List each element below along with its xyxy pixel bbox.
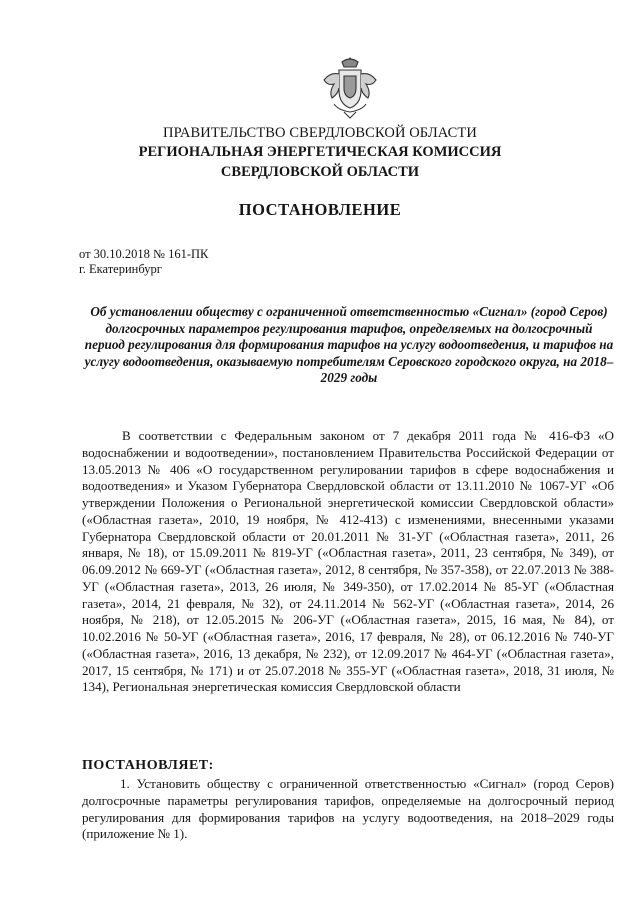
document-city: г. Екатеринбург xyxy=(79,262,162,276)
coat-of-arms-icon xyxy=(318,52,382,122)
government-name: ПРАВИТЕЛЬСТВО СВЕРДЛОВСКОЙ ОБЛАСТИ xyxy=(163,125,477,141)
document-date-number: от 30.10.2018 № 161-ПК xyxy=(79,247,209,261)
preamble-paragraph: В соответствии с Федеральным законом от 7 декабря 2011 года № 416-ФЗ «О водоснабжении и водоотведении», постановлением Правительства Российской Федерации от 13.05.2013 № 406 «О государственном регулировании тарифов в сфере водоснабжения и водоотведения» и Указом Губернатора Свердловской области от 13.11.2010 № 1067-УГ «Об утверждении Положения о Региональной энергетической комиссии Свердловской области» («Областная газета», 2010, 19 ноября, № 412-413) с изменениями, внесенными указами Губернатора Свердловской области от 20.01.2011 № 31-УГ («Областная газета», 2011, 26 января, № 18), от 15.09.2011 № 819-УГ («Областная газета», 2011, 23 сентября, № 349), от 06.09.2012 № 669-УГ («Областная газета», 2012, 8 сентября, № 357-358), от 22.07.2013 № 388-УГ («Областная газета», 2013, 26 июля, № 349-350), от 17.02.2014 № 85-УГ («Областная газета», 2014, 21 февраля, № 32), от 24.11.2014 № 562-УГ («Областная газета», 2014, 26 ноября, № 218), от 12.05.2015 № 206-УГ («Областная газета», 2015, 16 мая, № 84), от 10.02.2016 № 50-УГ («Областная газета», 2016, 17 февраля, № 28), от 06.12.2016 № 740-УГ («Областная газета», 2016, 13 декабря, № 232), от 12.09.2017 № 464-УГ («Областная газета», 2017, 15 сентября, № 171) и от 25.07.2018 № 355-УГ («Областная газета», 2018, 31 июля, № 134), Региональная энергетическая комиссия Свердловской области xyxy=(82,428,614,695)
point-1-paragraph: 1. Установить обществу с ограниченной ответственностью «Сигнал» (город Серов) долгосрочные параметры регулирования тарифов, определяемые на долгосрочный период регулирования для формирования тарифов на услугу водоотведения, на 2018–2029 годы (приложение № 1). xyxy=(82,776,614,842)
resolve-heading: ПОСТАНОВЛЯЕТ: xyxy=(82,758,214,773)
region-name: СВЕРДЛОВСКОЙ ОБЛАСТИ xyxy=(220,164,420,180)
commission-name: РЕГИОНАЛЬНАЯ ЭНЕРГЕТИЧЕСКАЯ КОМИССИЯ xyxy=(138,144,502,160)
document-subject: Об установлении обществу с ограниченной ответственностью «Сигнал» (город Серов) долгосрочных параметров регулирования тарифов, определяемых на долгосрочный период регулирования для формирования тарифов на услугу водоотведения, и тарифов на услугу водоотведения, оказываемую потребителям Серовского городского округа, на 2018–2029 годы xyxy=(84,304,614,385)
document-title: ПОСТАНОВЛЕНИЕ xyxy=(238,200,402,219)
